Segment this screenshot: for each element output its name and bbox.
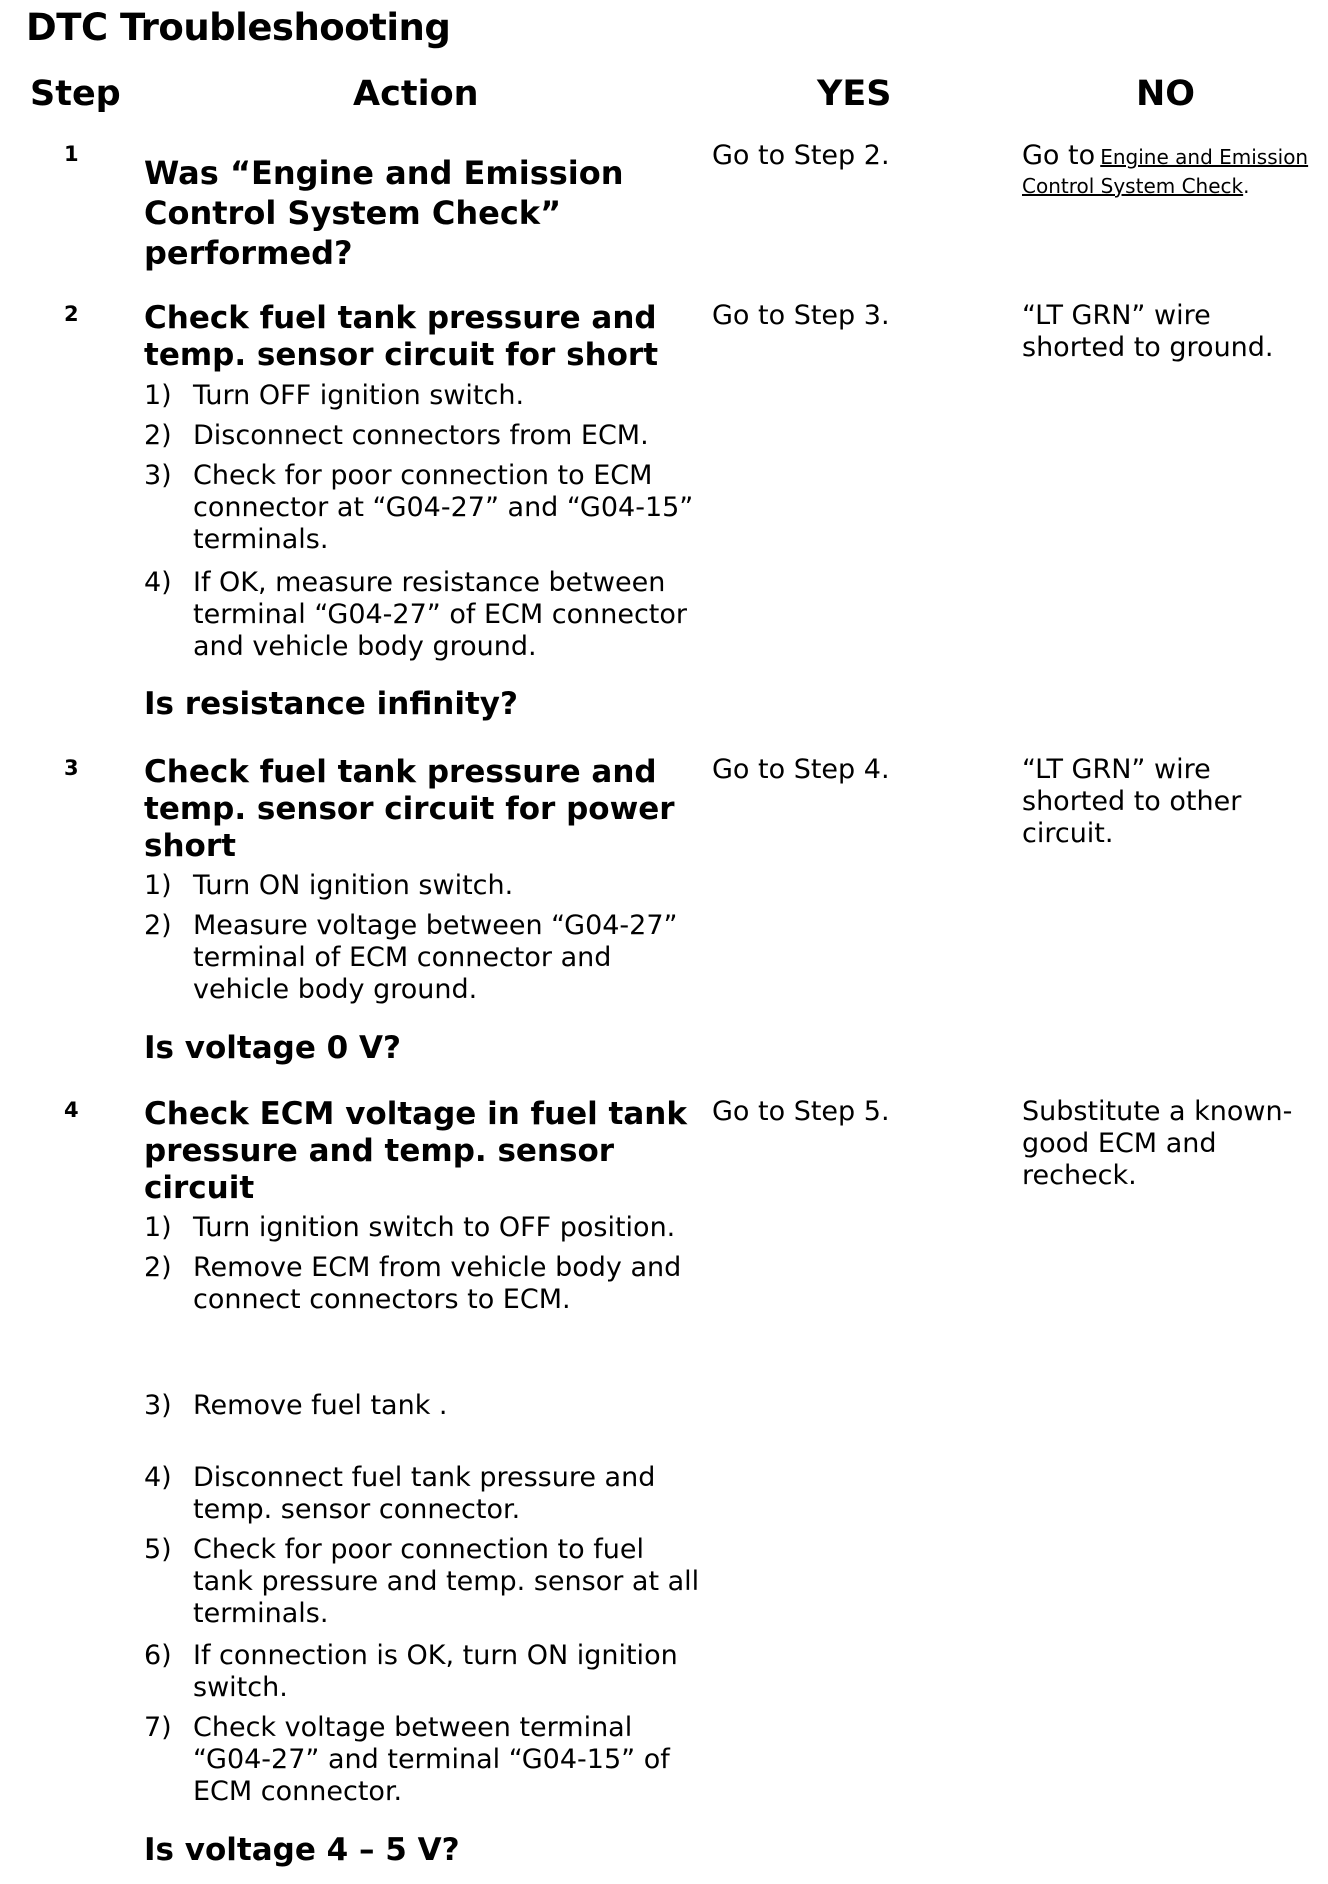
page-title: DTC Troubleshooting bbox=[26, 6, 451, 49]
step-question: Was “Engine and Emission Control System Check” performed? bbox=[144, 154, 624, 272]
item-text: Turn OFF ignition switch. bbox=[193, 380, 525, 411]
item-number: 4) bbox=[144, 1462, 172, 1493]
list-item bbox=[144, 1462, 704, 1526]
step-heading: Check fuel tank pressure and temp. sensor circuit for power short bbox=[144, 754, 675, 864]
step-question: Is voltage 4 – 5 V? bbox=[144, 1832, 460, 1868]
item-text: Disconnect connectors from ECM. bbox=[193, 420, 649, 451]
header-step: Step bbox=[30, 74, 121, 114]
item-number: 1) bbox=[144, 1212, 172, 1243]
no-action: Substitute a known-good ECM and recheck. bbox=[1022, 1096, 1293, 1191]
no-suffix: . bbox=[1243, 174, 1250, 198]
step-heading: Check ECM voltage in fuel tank pressure and temp. sensor circuit bbox=[144, 1096, 687, 1206]
yes-action: Go to Step 2. bbox=[712, 140, 890, 171]
list-item bbox=[144, 910, 704, 1006]
item-number: 2) bbox=[144, 910, 172, 941]
no-action: “LT GRN” wire shorted to other circuit. bbox=[1022, 754, 1242, 849]
step-question: Is resistance infinity? bbox=[144, 686, 518, 722]
list-item bbox=[144, 870, 704, 902]
item-text: Check for poor connection to ECM connector at “G04-27” and “G04-15” terminals. bbox=[193, 460, 694, 555]
no-action: “LT GRN” wire shorted to ground. bbox=[1022, 300, 1274, 363]
item-number: 6) bbox=[144, 1640, 172, 1671]
item-number: 7) bbox=[144, 1712, 172, 1743]
list-item bbox=[144, 567, 704, 663]
yes-action: Go to Step 3. bbox=[712, 300, 890, 331]
item-text: Check voltage between terminal “G04-27” and terminal “G04-15” of ECM connector. bbox=[193, 1712, 670, 1807]
item-text: Measure voltage between “G04-27” terminal of ECM connector and vehicle body ground. bbox=[193, 910, 678, 1005]
no-prefix: Go to bbox=[1022, 140, 1096, 171]
list-item bbox=[144, 380, 704, 412]
item-text: Remove ECM from vehicle body and connect connectors to ECM. bbox=[193, 1252, 682, 1315]
engine-emission-check-link[interactable]: Engine and Emission Control System Check bbox=[1022, 145, 1309, 198]
item-number: 4) bbox=[144, 567, 172, 598]
step-heading: Check fuel tank pressure and temp. sensor circuit for short bbox=[144, 300, 659, 373]
item-text: If connection is OK, turn ON ignition switch. bbox=[193, 1640, 678, 1703]
item-number: 5) bbox=[144, 1534, 172, 1565]
item-number: 1) bbox=[144, 380, 172, 411]
item-number: 3) bbox=[144, 1390, 172, 1421]
item-text: Disconnect fuel tank pressure and temp. sensor connector. bbox=[193, 1462, 656, 1525]
list-item bbox=[144, 1252, 684, 1316]
item-number: 2) bbox=[144, 420, 172, 451]
yes-action: Go to Step 4. bbox=[712, 754, 890, 785]
item-text: Remove fuel tank . bbox=[193, 1390, 448, 1421]
yes-action: Go to Step 5. bbox=[712, 1096, 890, 1127]
no-action bbox=[1022, 140, 1312, 201]
list-item bbox=[144, 1212, 704, 1244]
step-number: 2 bbox=[64, 302, 79, 326]
item-number: 2) bbox=[144, 1252, 172, 1283]
list-item bbox=[144, 1534, 704, 1630]
header-no: NO bbox=[1136, 74, 1196, 114]
step-number: 4 bbox=[64, 1098, 79, 1122]
list-item bbox=[144, 420, 704, 452]
header-yes: YES bbox=[817, 74, 892, 114]
item-text: Turn ignition switch to OFF position. bbox=[193, 1212, 676, 1243]
header-action: Action bbox=[353, 74, 479, 114]
list-item bbox=[144, 1390, 704, 1422]
step-number: 1 bbox=[64, 142, 79, 166]
list-item bbox=[144, 1640, 704, 1704]
item-text: If OK, measure resistance between terminal “G04-27” of ECM connector and vehicle body ground. bbox=[193, 567, 687, 662]
item-text: Check for poor connection to fuel tank pressure and temp. sensor at all terminals. bbox=[193, 1534, 700, 1629]
list-item bbox=[144, 1712, 704, 1808]
step-number: 3 bbox=[64, 756, 79, 780]
item-text: Turn ON ignition switch. bbox=[193, 870, 514, 901]
item-number: 3) bbox=[144, 460, 172, 491]
list-item bbox=[144, 460, 704, 556]
step-question: Is voltage 0 V? bbox=[144, 1030, 401, 1066]
item-number: 1) bbox=[144, 870, 172, 901]
